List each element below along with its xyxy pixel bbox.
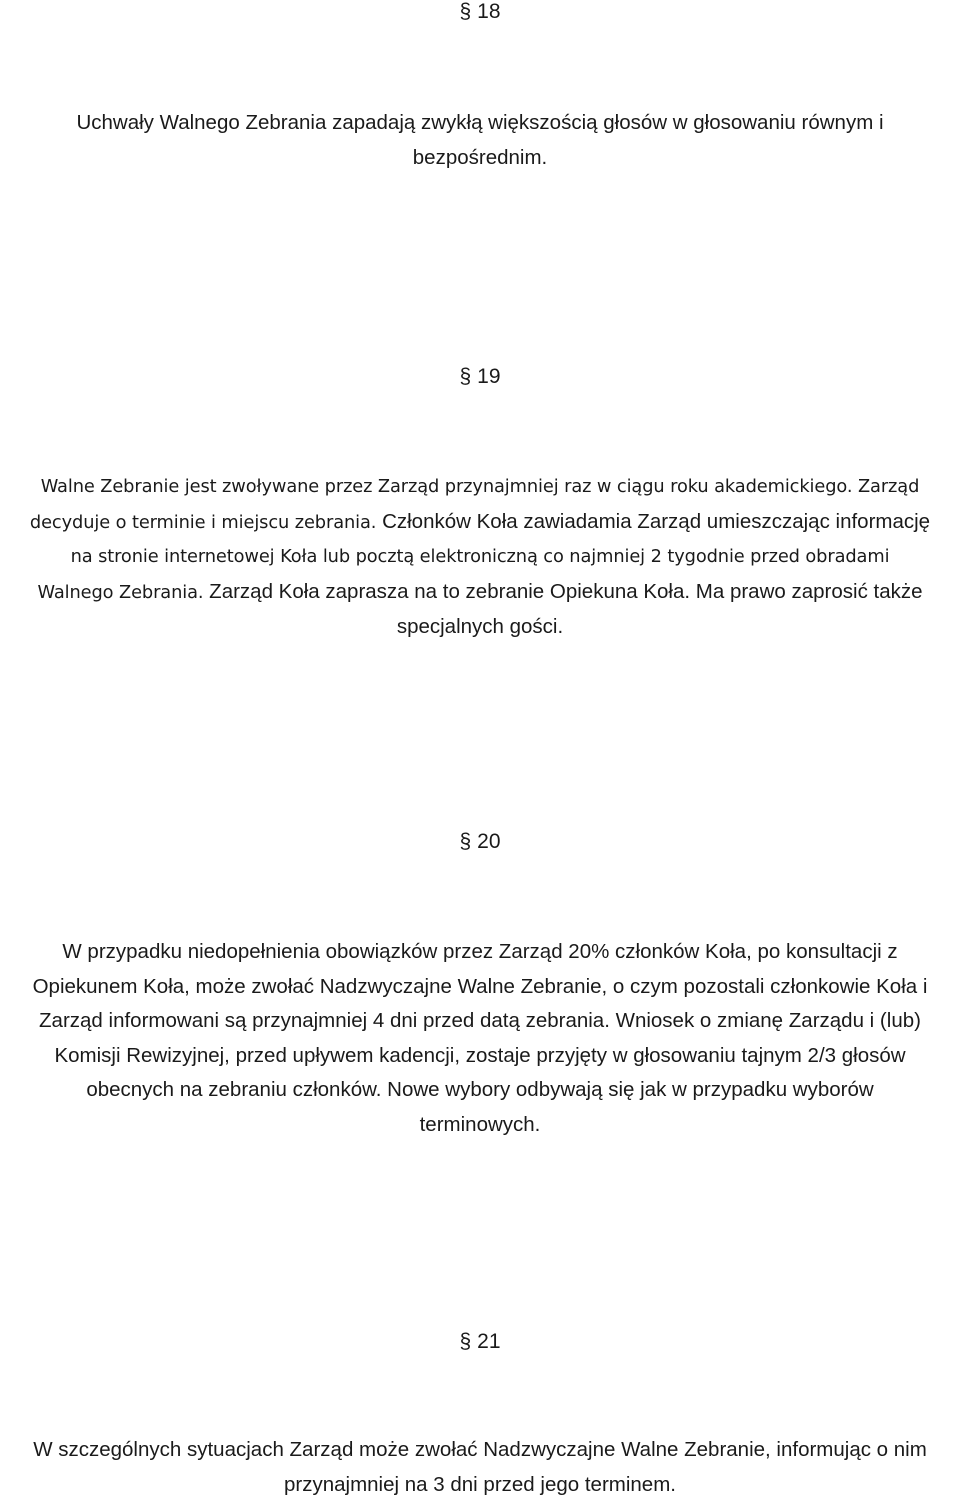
text-line: W przypadku niedopełnienia obowiązków przez Zarząd 20% członków Koła, po konsultacji z (0, 935, 960, 970)
text-line: terminowych. (0, 1108, 960, 1143)
text-line: Uchwały Walnego Zebrania zapadają zwykłą większością głosów w głosowaniu równym i (0, 106, 960, 141)
section-19-text (0, 470, 960, 645)
text-line: Walne Zebranie jest zwoływane przez Zarząd przynajmniej raz w ciągu roku akademickiego. Zarząd (0, 470, 960, 505)
text-line: W szczególnych sytuacjach Zarząd może zwołać Nadzwyczajne Walne Zebranie, informując o nim (0, 1433, 960, 1468)
section-symbol: § (459, 365, 471, 388)
text-line: bezpośrednim. (0, 141, 960, 176)
text-line: Ma prawo zaprosić także (696, 580, 923, 603)
text-line: obecnych na zebraniu członków. Nowe wybory odbywają się jak w przypadku wyborów (0, 1073, 960, 1108)
text-line: Komisji Rewizyjnej, przed upływem kadencji, zostaje przyjęty w głosowaniu tajnym 2/3 głosów (0, 1039, 960, 1074)
text-line: Opiekunem Koła, może zwołać Nadzwyczajne Walne Zebranie, o czym pozostali członkowie Koła i (0, 970, 960, 1005)
text-line: specjalnych gości. (0, 610, 960, 645)
text-line: Członków Koła zawiadamia Zarząd umieszczając informację (382, 510, 930, 533)
text-line: decyduje o terminie i miejscu zebrania. (30, 512, 376, 533)
section-18-text (0, 106, 960, 175)
section-21-text (0, 1433, 960, 1502)
text-line: przynajmniej na 3 dni przed jego terminem. (0, 1468, 960, 1502)
section-symbol: § (459, 0, 471, 23)
section-number: 21 (477, 1330, 500, 1353)
text-line: Zarząd Koła zaprasza na to zebranie Opiekuna Koła. (209, 580, 690, 603)
text-line: na stronie internetowej Koła lub pocztą elektroniczną co najmniej 2 tygodnie przed obradami (0, 540, 960, 575)
section-number: 18 (477, 0, 500, 23)
section-20-text (0, 935, 960, 1142)
text-line: Zarząd informowani są przynajmniej 4 dni przed datą zebrania. Wniosek o zmianę Zarządu i (lub) (0, 1004, 960, 1039)
section-20-heading (0, 830, 960, 854)
text-line: Walnego Zebrania. (37, 582, 203, 603)
section-18-heading (0, 0, 960, 24)
section-number: 19 (477, 365, 500, 388)
section-symbol: § (459, 830, 471, 853)
section-19-heading (0, 365, 960, 389)
section-symbol: § (459, 1330, 471, 1353)
section-21-heading (0, 1330, 960, 1354)
section-number: 20 (477, 830, 500, 853)
